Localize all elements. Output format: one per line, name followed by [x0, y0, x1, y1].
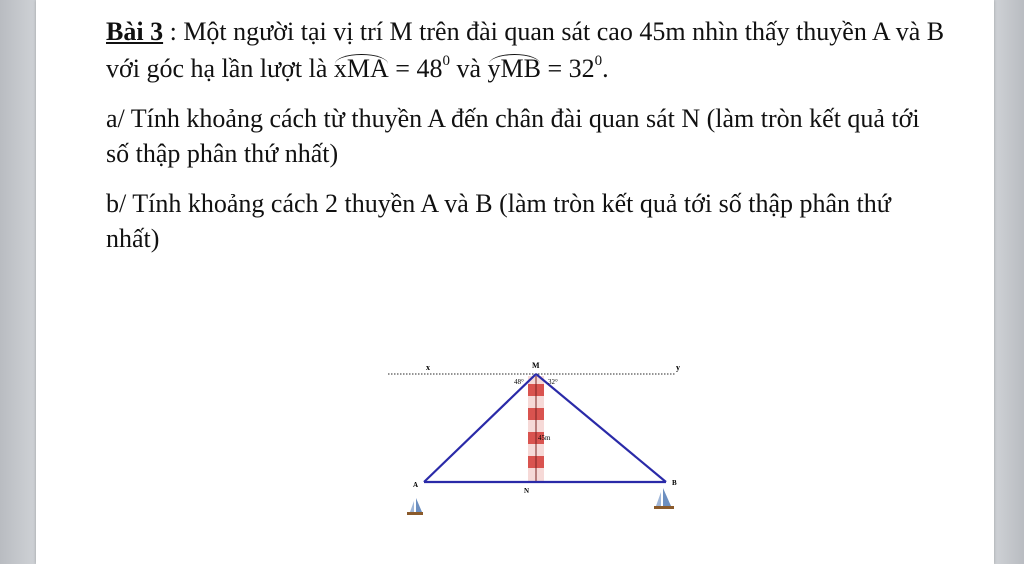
document-page	[36, 0, 994, 564]
label-a: A	[413, 481, 419, 489]
intro-period: .	[602, 54, 609, 83]
label-m: M	[532, 361, 540, 370]
and-text: và	[449, 54, 488, 83]
label-x: x	[426, 363, 430, 372]
question-b: b/ Tính khoảng cách 2 thuyền A và B (làm tròn kết quả tới số thập phân thứ nhất)	[106, 189, 891, 253]
title-separator: :	[163, 17, 184, 46]
angle-xma-value: = 48	[388, 54, 443, 83]
problem-text	[106, 14, 946, 256]
angle-xma: xMA	[334, 49, 389, 86]
window-edge-left	[0, 0, 36, 564]
label-n: N	[524, 487, 530, 495]
lighthouse-tower	[528, 376, 544, 482]
line-mb	[536, 374, 666, 482]
question-a: a/ Tính khoảng cách từ thuyền A đến chân đài quan sát N (làm tròn kết quả tới số thập phân thứ nhất)	[106, 104, 920, 168]
boat-a-icon	[407, 498, 423, 515]
height-label: 45m	[538, 434, 551, 442]
angle-left-label: 48°	[514, 378, 524, 386]
intro-text: Một người tại vị trí M trên đài quan sát cao 45m nhìn thấy thuyền A và B với góc hạ lần lượt là	[106, 17, 945, 83]
label-b: B	[672, 479, 677, 487]
angle-ymb-value: = 32	[540, 54, 595, 83]
boat-b-icon	[654, 488, 674, 509]
lighthouse-figure	[376, 356, 680, 526]
angle-ymb: yMB	[488, 49, 541, 86]
problem-title: Bài 3	[106, 17, 164, 46]
label-y: y	[676, 363, 680, 372]
angle-right-label: 32°	[548, 378, 558, 386]
line-ma	[424, 374, 536, 482]
angle-xma-degree: 0	[442, 53, 450, 70]
problem-intro	[106, 14, 946, 86]
window-edge-right	[994, 0, 1024, 564]
angle-ymb-degree: 0	[594, 53, 603, 70]
